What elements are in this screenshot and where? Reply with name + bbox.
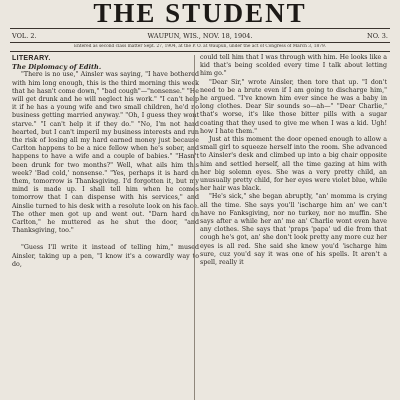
masthead-title: THE STUDENT	[93, 0, 307, 28]
entered-note: Entered as second class matter Sept. 27, 1904, at the P. O. at Waupun, under the act of Congress of March 3, 1879.	[73, 44, 327, 49]
masthead-rule	[10, 28, 390, 29]
paragraph: "There is no use," Ainsler was saying, "I have bothered with him long enough, this is the third morning this week that he hasn't come down," "bad cough"—"nonsense." "He will get drunk and he will neglect his work." "I can't help it if he has a young wife and two small children, he'd no business getting married anyway." "Oh, I guess they wont starve." "I can't help it if they do." "No, I'm not hard hearted, but I can't imperil my business interests and run the risk of losing all my hard earned money just because Carlton happens to be a nice fellow when he's sober, and happens to have a wife and a couple of babies." "Hasn't been drunk for two months?" Well, what ails him this week? 'Bad cold,' nonsense." "Yes, perhaps it is hard on them, tomorrow is Thanksgiving. I'd forgotten it, but my mind is made up. I shall tell him when he comes tomorrow that I can dispense with his services," and Ainslie turned to his desk with a resolute look on his face. The other men got up and went out. "Darn hard on Carlton," he muttered as he shut the door, "and Thanksgiving, too."	[12, 71, 199, 235]
section-heading: LITERARY.	[12, 55, 51, 62]
paragraph: "He's sick," she began abruptly, "an' momma is crying all the time. She says you'll 'ischarge him an' we can't have no Fanksgiving, nor no turkey, nor no muffin. She says after a while her an' me an' Charlie wont even have any clothes. She says that 'praps 'papa' ud die from that cough he's got, an' she don't look pretty any more cuz her eyes is all red. She said she knew you'd 'ischarge him sure, cuz you'd say it was one of his spells. It aren't a spell, really it	[200, 193, 387, 267]
paragraph: "Guess I'll write it instead of telling him," mused Ainsler, taking up a pen, "I know it's a cowardly way to do,	[12, 244, 199, 268]
paragraph: Just at this moment the door opened enough to allow a small girl to squeeze herself into the room. She advanced to Ainsler's desk and climbed up into a big chair opposite him and settled herself, all the time gazing at him with her big solemn eyes. She was a very pretty child, an unusually pretty child, for her eyes were violet blue, while her hair was black.	[200, 136, 387, 193]
dateline: WAUPUN, WIS., NOV. 18, 1904.	[147, 32, 253, 40]
paragraph: could tell him that I was through with him. He looks like a kid that's being scolded every time I talk about letting him go."	[200, 54, 387, 78]
issue-line	[12, 31, 388, 41]
header-bottom-rule	[10, 51, 390, 52]
story-title: The Diplomacy of Edith.	[12, 63, 102, 72]
issue-rule	[10, 42, 390, 43]
paragraph: "Dear Sir," wrote Ainsler, then tore that up. "I don't need to be a brute even if I am going to discharge him," he argued. "I've known him ever since he was a baby in long clothes. Dear Sir sounds so—ah—" "Dear Charlie," that's worse, it's like those bitter pills with a sugar coating that they used to give me when I was a kid. Ugh! how I hate them."	[200, 78, 387, 135]
left-column	[12, 55, 199, 269]
right-column	[200, 54, 387, 267]
column-divider	[194, 55, 195, 400]
volume-label: VOL. 2.	[12, 32, 37, 40]
issue-number: NO. 3.	[367, 32, 388, 40]
